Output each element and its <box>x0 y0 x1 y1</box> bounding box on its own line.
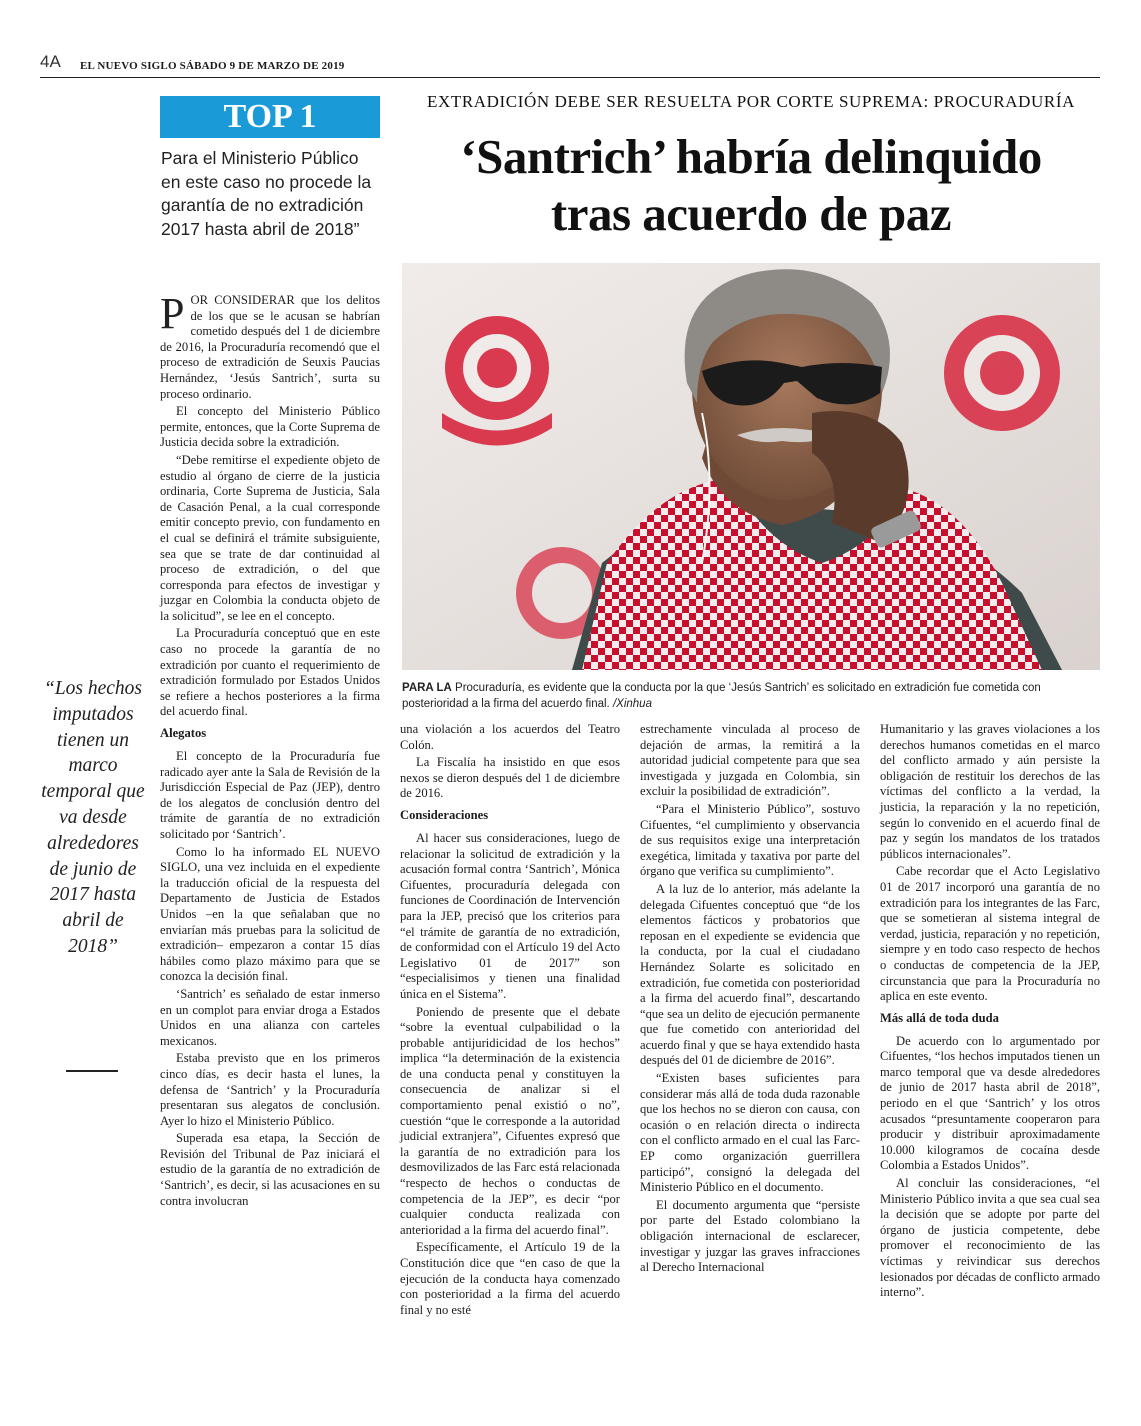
caption-lead: PARA LA <box>402 682 452 694</box>
portrait-illustration <box>402 263 1100 670</box>
body-column-1 <box>160 289 380 1211</box>
body-paragraph: El concepto del Ministerio Público permite, entonces, que la Corte Suprema de Justicia decida sobre la extradición. <box>160 404 380 450</box>
drop-cap: P <box>160 289 185 338</box>
headline-line-1: ‘Santrich’ habría delinquido <box>460 129 1042 184</box>
article-kicker: EXTRADICIÓN DEBE SER RESUELTA POR CORTE SUPREMA: PROCURADURÍA <box>426 92 1076 111</box>
headline-line-2: tras acuerdo de paz <box>550 186 952 241</box>
body-paragraph: “Existen bases suficientes para considerar más allá de toda duda razonable que los hechos no se dieron con causa, con ocasión o en relación directa o indirecta con el conflicto armado en el cual las Farc-EP como organización guerrillera participó”, consignó la delegada del Ministerio Público en el documento. <box>640 1071 860 1195</box>
top-quote: Para el Ministerio Público en este caso no procede la garantía de no extradición 2017 hasta abril de 2018” <box>161 148 372 239</box>
photo-caption <box>402 681 1100 712</box>
top-badge: TOP 1 <box>160 96 380 138</box>
body-paragraph <box>160 289 380 402</box>
lead-in: OR CONSIDERAR <box>190 293 295 307</box>
section-heading: Consideraciones <box>400 807 489 822</box>
article-headline <box>402 128 1100 242</box>
article-photo <box>402 263 1100 670</box>
body-paragraph: Al hacer sus consideraciones, luego de relacionar la solicitud de extradición y la acusación formal contra ‘Santrich’, Mónica Cifuentes, procuraduría delegada con funciones de Coordinación de Intervención para la JEP, precisó que los criterios para “el trámite de garantía de no extradición, de conformidad con el Artículo 19 del Acto Legislativo 01 de 2017” son “especialisimos y tienen una finalidad única en el Sistema”. <box>400 830 620 1001</box>
body-paragraph: Poniendo de presente que el debate “sobre la eventual culpabilidad o la probable antijuridicidad de los hechos” implica “la determinación de la existencia de una conducta penal y constituyen la consecuencia de analizar si el comportamiento penal existió o no”, cuestión “que le corresponde a la autoridad judicial extranjera”, Cifuentes expresó que la garantía de no extradición para los desmovilizados de las Farc está relacionada “respecto de hechos o conductas de competencia de la JEP”, es decir “por cualquier conducta realizada con anterioridad a la firma del acuerdo final”. <box>400 1004 620 1237</box>
body-paragraph: “Debe remitirse el expediente objeto de estudio al órgano de cierre de la justicia ordinaria, Corte Suprema de Justicia, Sala de Casación Penal, a la cual corresponde emitir concepto previo, con fundamento en el cual se definirá el trámite subsiguiente, sea que se trate de dar continuidad al proceso de extradición, o del que corresponda para efectos de investigar y juzgar en Colombia la conducta objeto de la solicitud”, se lee en el concepto. <box>160 452 380 623</box>
body-paragraph: Estaba previsto que en los primeros cinco días, es decir hasta el lunes, la defensa de ‘Santrich’ y la Procuraduría presentaran sus alegatos de conclusión. Ayer lo hizo el Ministerio Público. <box>160 1051 380 1128</box>
masthead-date: EL NUEVO SIGLO SÁBADO 9 DE MARZO DE 2019 <box>80 60 345 72</box>
body-paragraph: La Fiscalía ha insistido en que esos nexos se dieron después del 1 de diciembre de 2016. <box>400 755 620 801</box>
body-paragraph: “Para el Ministerio Público”, sostuvo Cifuentes, “el cumplimiento y observancia de sus requisitos exige una interpretación exegética, limitada y taxativa por parte del órgano que verifica su cumplimiento”. <box>640 801 860 879</box>
rose-logo-right <box>944 315 1060 431</box>
section-heading: Más allá de toda duda <box>880 1010 999 1025</box>
body-paragraph: A la luz de lo anterior, más adelante la delegada Cifuentes conceptuó que “de los elementos fácticos y probatorios que reposan en el expediente se evidencia que la conducta, por la cual el ciudadano Hernández Solarte es solicitado en extradición, fue cometida con posterioridad a la firma del acuerdo final”, descartando “que sea un delito de ejecución permanente que fue cometido con anterioridad del acuerdo final y que se haya extendido hasta después del 01 de diciembre de 2016”. <box>640 881 860 1068</box>
body-column-2 <box>400 722 620 1320</box>
body-paragraph: Superada esa etapa, la Sección de Revisión del Tribunal de Paz iniciará el estudio de la garantía de no extradición de ‘Santrich’, es decir, si las acusaciones en su contra involucran <box>160 1131 380 1208</box>
body-paragraph: Al concluir las consideraciones, “el Ministerio Público invita a que sea cual sea la decisión que se adopte por parte del órgano de justicia competente, debe promover el reconocimiento de las víctimas y reivindicar sus derechos lesionados por décadas de conflicto armado interno”. <box>880 1176 1100 1300</box>
body-column-4 <box>880 722 1100 1303</box>
body-paragraph: El documento argumenta que “persiste por parte del Estado colombiano la obligación internacional de esclarecer, investigar y juzgar las graves infracciones al Derecho Internacional <box>640 1197 860 1275</box>
body-paragraph: Cabe recordar que el Acto Legislativo 01 de 2017 incorporó una garantía de no extradición para los integrantes de las Farc, que se sometieran al sistema integral de verdad, justicia, reparación y no repetición, siempre y en todo caso respecto de hechos o conductas de competencia de la JEP, circunstancia que para la Procuraduría no aplica en este evento. <box>880 864 1100 1004</box>
pull-quote: “Los hechos imputados tienen un marco temporal que va desde alrededores de junio de 2017 hasta abril de 2018” <box>41 678 145 957</box>
page-header <box>40 50 1100 78</box>
caption-credit: /Xinhua <box>609 697 652 710</box>
body-paragraph: El concepto de la Procuraduría fue radicado ayer ante la Sala de Revisión de la Jurisdicción Especial de Paz (JEP), dentro de los alegatos de conclusión dentro del trámite de garantía de no extradición solicitado por ‘Santrich’. <box>160 749 380 841</box>
body-paragraph: De acuerdo con lo argumentado por Cifuentes, “los hechos imputados tienen un marco temporal que va desde alrededores de junio de 2017 hasta abril de 2018”, periodo en el que ‘Santrich’ y los otros acusados “presuntamente cooperaron para producir y distribuir aproximadamente 10.000 kilogramos de cocaína desde Colombia a Estados Unidos”. <box>880 1033 1100 1173</box>
body-paragraph: estrechamente vinculada al proceso de dejación de armas, la remitirá a la autoridad judicial competente para que sea investigada y juzgada en Colombia, sin excluir la posibilidad de extradición”. <box>640 722 860 799</box>
caption-text: Procuraduría, es evidente que la conducta por la que ‘Jesús Santrich’ es solicitado en extradición fue cometida con posterioridad a la firma del acuerdo final. <box>402 682 1041 710</box>
pull-quote-rule <box>66 1070 118 1072</box>
body-text: que los delitos de los que se le acusan se habrían cometido después del 1 de diciembre de 2016, la Procuraduría recomendó que el proceso de extradición de Seuxis Paucias Hernández, ‘Jesús Santrich’, surta su proceso ordinario. <box>160 293 380 401</box>
body-paragraph: ‘Santrich’ es señalado de estar inmerso en un complot para enviar droga a Estados Unidos en una alianza con carteles mexicanos. <box>160 986 380 1048</box>
body-paragraph: Como lo ha informado EL NUEVO SIGLO, una vez incluida en el expediente la traducción oficial de la respuesta del Departamento de Justicia de Estados Unidos –en la que señalaban que no enviarían más pruebas para la solicitud de extradición– empezaron a contar 15 días hábiles como plazo máximo para que se conozca la decisión final. <box>160 844 380 984</box>
body-paragraph: La Procuraduría conceptuó que en este caso no procede la garantía de no extradición por cuanto el requerimiento de extradición formulado por Estados Unidos se refiere a hechos posteriores a la firma del acuerdo final. <box>160 626 380 719</box>
body-paragraph: Específicamente, el Artículo 19 de la Constitución dice que “en caso de que la ejecución de la conducta haya comenzado con posterioridad a la firma del acuerdo final y no esté <box>400 1240 620 1317</box>
body-paragraph: Humanitario y las graves violaciones a los derechos humanos cometidas en el marco del conflicto armado y aún persiste la obligación de restituir los derechos de las víctimas del conflicto a la verdad, la justicia, la reparación y la no repetición, según lo convenido en el acuerdo final de paz y según los mandatos de los tratados públicos internacionales”. <box>880 722 1100 861</box>
page-number: 4A <box>40 52 61 71</box>
section-heading: Alegatos <box>160 726 207 741</box>
body-paragraph: una violación a los acuerdos del Teatro Colón. <box>400 722 620 752</box>
body-column-3 <box>640 722 860 1278</box>
